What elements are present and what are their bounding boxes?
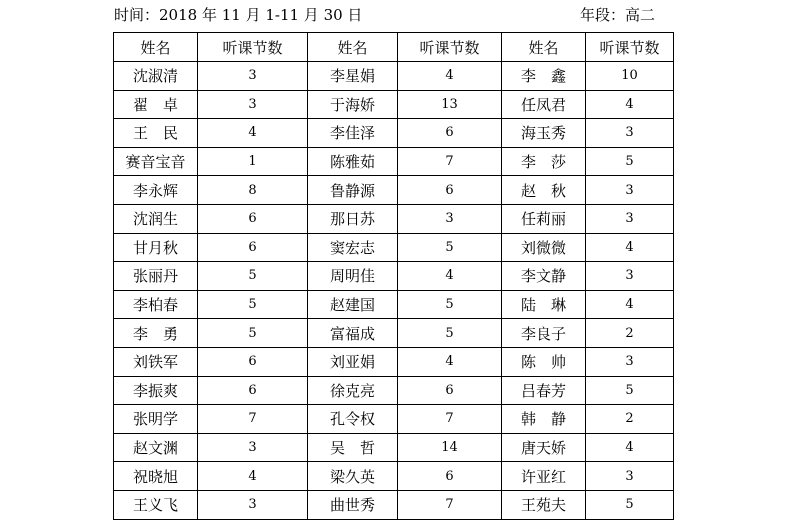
teacher-name-cell: 刘微微 xyxy=(502,233,586,262)
table-row xyxy=(114,319,674,348)
table-body xyxy=(114,62,674,520)
lesson-count-cell: 3 xyxy=(586,347,674,376)
lesson-count-cell: 5 xyxy=(586,376,674,405)
teacher-name-cell: 鲁静源 xyxy=(308,176,398,205)
lesson-count-cell: 3 xyxy=(198,62,308,91)
lesson-count-cell: 7 xyxy=(398,490,502,519)
lesson-count-cell: 3 xyxy=(586,119,674,148)
teacher-name-cell: 赵文渊 xyxy=(114,433,198,462)
lesson-count-cell: 5 xyxy=(586,147,674,176)
column-header-name: 姓名 xyxy=(308,33,398,62)
teacher-name-cell: 许亚红 xyxy=(502,462,586,491)
lesson-count-cell: 13 xyxy=(398,90,502,119)
teacher-name-cell: 陆 琳 xyxy=(502,290,586,319)
table-row xyxy=(114,347,674,376)
lesson-count-cell: 3 xyxy=(586,462,674,491)
teacher-name-cell: 沈润生 xyxy=(114,204,198,233)
teacher-name-cell: 周明佳 xyxy=(308,262,398,291)
lesson-count-cell: 5 xyxy=(586,490,674,519)
lesson-count-cell: 4 xyxy=(586,233,674,262)
teacher-name-cell: 赵 秋 xyxy=(502,176,586,205)
lesson-count-cell: 6 xyxy=(398,176,502,205)
lesson-count-cell: 4 xyxy=(198,119,308,148)
teacher-name-cell: 于海娇 xyxy=(308,90,398,119)
lesson-count-cell: 5 xyxy=(198,262,308,291)
table-row xyxy=(114,176,674,205)
teacher-name-cell: 梁久英 xyxy=(308,462,398,491)
lesson-count-cell: 3 xyxy=(198,490,308,519)
table-header-row xyxy=(114,33,674,62)
lesson-count-cell: 3 xyxy=(586,204,674,233)
column-header-count: 听课节数 xyxy=(398,33,502,62)
lesson-count-cell: 6 xyxy=(398,119,502,148)
lesson-count-cell: 2 xyxy=(586,405,674,434)
lesson-count-cell: 14 xyxy=(398,433,502,462)
table-row xyxy=(114,376,674,405)
lesson-count-cell: 10 xyxy=(586,62,674,91)
teacher-name-cell: 曲世秀 xyxy=(308,490,398,519)
teacher-name-cell: 李振爽 xyxy=(114,376,198,405)
teacher-name-cell: 刘铁军 xyxy=(114,347,198,376)
column-header-name: 姓名 xyxy=(114,33,198,62)
teacher-name-cell: 李柏春 xyxy=(114,290,198,319)
teacher-name-cell: 李 鑫 xyxy=(502,62,586,91)
teacher-name-cell: 李佳泽 xyxy=(308,119,398,148)
teacher-name-cell: 李星娟 xyxy=(308,62,398,91)
teacher-name-cell: 富福成 xyxy=(308,319,398,348)
table-row xyxy=(114,462,674,491)
lesson-attendance-table xyxy=(113,32,674,520)
table-row xyxy=(114,433,674,462)
teacher-name-cell: 海玉秀 xyxy=(502,119,586,148)
teacher-name-cell: 吕春芳 xyxy=(502,376,586,405)
lesson-count-cell: 4 xyxy=(198,462,308,491)
column-header-count: 听课节数 xyxy=(198,33,308,62)
lesson-count-cell: 3 xyxy=(398,204,502,233)
teacher-name-cell: 李文静 xyxy=(502,262,586,291)
teacher-name-cell: 李 勇 xyxy=(114,319,198,348)
lesson-count-cell: 5 xyxy=(198,290,308,319)
lesson-count-cell: 5 xyxy=(398,233,502,262)
table-row xyxy=(114,405,674,434)
teacher-name-cell: 李良子 xyxy=(502,319,586,348)
teacher-name-cell: 王苑夫 xyxy=(502,490,586,519)
lesson-count-cell: 3 xyxy=(586,262,674,291)
lesson-count-cell: 4 xyxy=(586,290,674,319)
teacher-name-cell: 李永辉 xyxy=(114,176,198,205)
teacher-name-cell: 徐克亮 xyxy=(308,376,398,405)
table-row xyxy=(114,62,674,91)
teacher-name-cell: 赛音宝音 xyxy=(114,147,198,176)
lesson-count-cell: 6 xyxy=(198,376,308,405)
teacher-name-cell: 窦宏志 xyxy=(308,233,398,262)
lesson-count-cell: 4 xyxy=(586,433,674,462)
lesson-count-cell: 5 xyxy=(198,319,308,348)
teacher-name-cell: 祝晓旭 xyxy=(114,462,198,491)
teacher-name-cell: 陈 帅 xyxy=(502,347,586,376)
column-header-count: 听课节数 xyxy=(586,33,674,62)
lesson-count-cell: 4 xyxy=(398,347,502,376)
grade-label: 年段：高二 xyxy=(580,6,656,24)
teacher-name-cell: 陈雅茹 xyxy=(308,147,398,176)
teacher-name-cell: 任莉丽 xyxy=(502,204,586,233)
teacher-name-cell: 甘月秋 xyxy=(114,233,198,262)
lesson-count-cell: 6 xyxy=(398,376,502,405)
lesson-count-cell: 4 xyxy=(586,90,674,119)
lesson-count-cell: 4 xyxy=(398,62,502,91)
teacher-name-cell: 刘亚娟 xyxy=(308,347,398,376)
lesson-count-cell: 6 xyxy=(198,204,308,233)
teacher-name-cell: 吴 哲 xyxy=(308,433,398,462)
table-row xyxy=(114,119,674,148)
teacher-name-cell: 孔令权 xyxy=(308,405,398,434)
lesson-count-cell: 3 xyxy=(198,90,308,119)
table-row xyxy=(114,147,674,176)
lesson-count-cell: 7 xyxy=(398,147,502,176)
lesson-count-cell: 7 xyxy=(198,405,308,434)
teacher-name-cell: 赵建国 xyxy=(308,290,398,319)
lesson-count-cell: 7 xyxy=(398,405,502,434)
table-row xyxy=(114,90,674,119)
column-header-name: 姓名 xyxy=(502,33,586,62)
teacher-name-cell: 任凤君 xyxy=(502,90,586,119)
lesson-count-cell: 2 xyxy=(586,319,674,348)
teacher-name-cell: 那日苏 xyxy=(308,204,398,233)
lesson-count-cell: 3 xyxy=(198,433,308,462)
lesson-count-cell: 6 xyxy=(398,462,502,491)
lesson-count-cell: 5 xyxy=(398,290,502,319)
table-row xyxy=(114,204,674,233)
table-row xyxy=(114,490,674,519)
date-range-label: 时间：2018 年 11 月 1-11 月 30 日 xyxy=(114,6,363,24)
lesson-count-cell: 5 xyxy=(398,319,502,348)
lesson-count-cell: 6 xyxy=(198,347,308,376)
teacher-name-cell: 唐天娇 xyxy=(502,433,586,462)
lesson-count-cell: 8 xyxy=(198,176,308,205)
table-row xyxy=(114,262,674,291)
teacher-name-cell: 王 民 xyxy=(114,119,198,148)
lesson-count-cell: 6 xyxy=(198,233,308,262)
teacher-name-cell: 沈淑清 xyxy=(114,62,198,91)
teacher-name-cell: 韩 静 xyxy=(502,405,586,434)
lesson-count-cell: 4 xyxy=(398,262,502,291)
teacher-name-cell: 张丽丹 xyxy=(114,262,198,291)
teacher-name-cell: 翟 卓 xyxy=(114,90,198,119)
lesson-count-cell: 1 xyxy=(198,147,308,176)
lesson-count-cell: 3 xyxy=(586,176,674,205)
table-row xyxy=(114,290,674,319)
teacher-name-cell: 王义飞 xyxy=(114,490,198,519)
table-row xyxy=(114,233,674,262)
teacher-name-cell: 张明学 xyxy=(114,405,198,434)
teacher-name-cell: 李 莎 xyxy=(502,147,586,176)
